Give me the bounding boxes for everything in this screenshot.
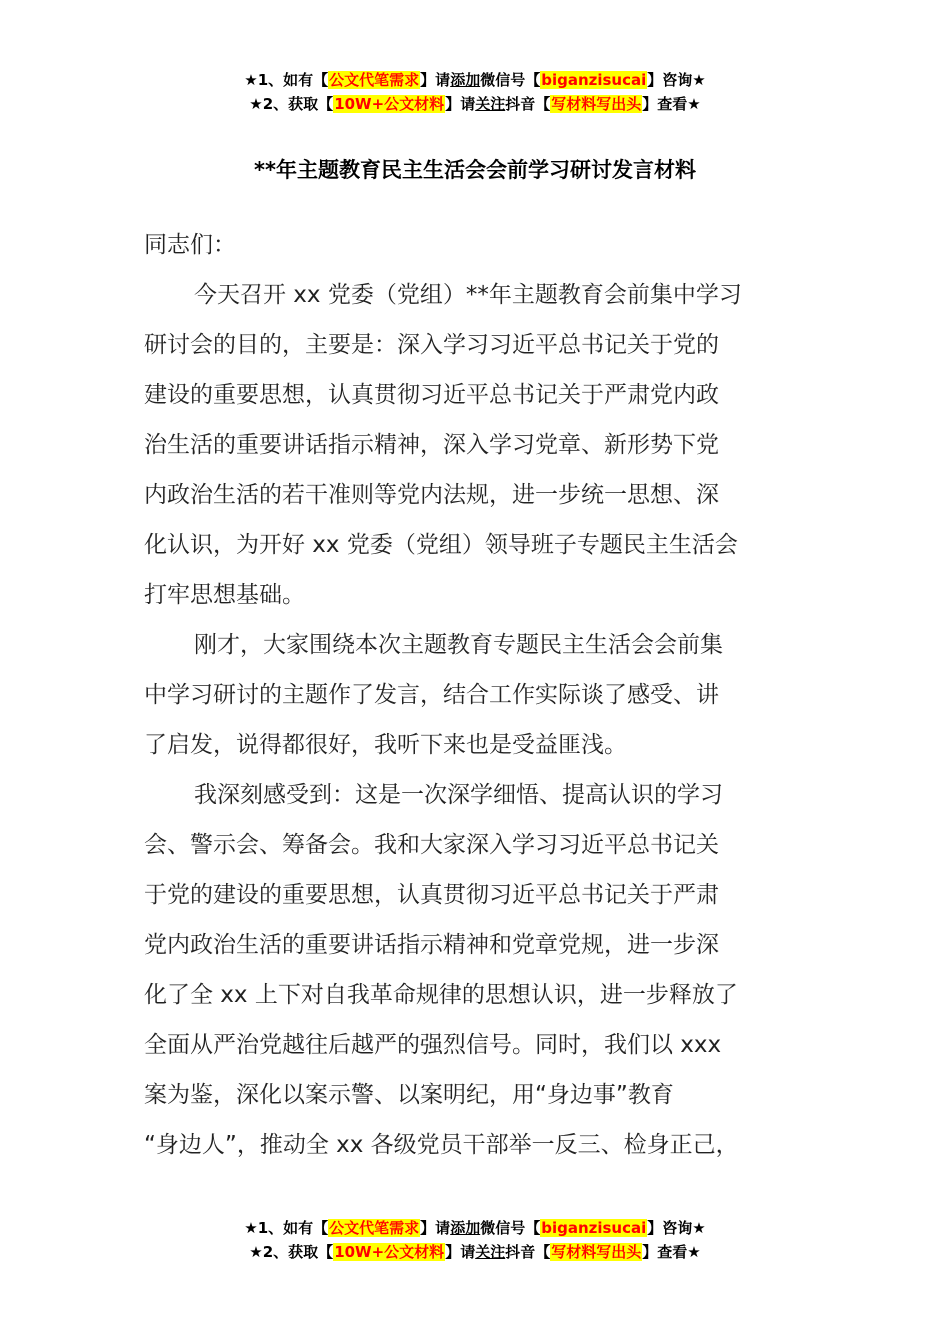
- banner-line-1: ★1、如有【公文代笔需求】请添加微信号【biganzisucai】咨询★: [244, 71, 706, 89]
- document-title: **年主题教育民主生活会会前学习研讨发言材料: [254, 158, 696, 182]
- body-line: 于党的建设的重要思想，认真贯彻习近平总书记关于严肃: [144, 882, 719, 908]
- body-line: 研讨会的目的，主要是：深入学习习近平总书记关于党的: [144, 332, 719, 358]
- body-line: 打牢思想基础。: [144, 582, 305, 608]
- body-line: 内政治生活的若干准则等党内法规，进一步统一思想、深: [144, 482, 719, 508]
- body-line: “身边人”，推动全 xx 各级党员干部举一反三、检身正己，: [144, 1132, 739, 1158]
- banner-line-2: ★2、获取【10W+公文材料】请关注抖音【写材料写出头】查看★: [249, 95, 701, 113]
- body-line: 建设的重要思想，认真贯彻习近平总书记关于严肃党内政: [144, 382, 719, 408]
- body-line: 今天召开 xx 党委（党组）**年主题教育会前集中学习: [194, 282, 742, 308]
- banner-highlight: 公文代笔需求: [329, 1219, 420, 1237]
- banner-highlight: 10W+公文材料: [334, 95, 445, 113]
- banner-line-2: ★2、获取【10W+公文材料】请关注抖音【写材料写出头】查看★: [249, 1243, 701, 1261]
- body-line: 全面从严治党越往后越严的强烈信号。同时，我们以 xxx: [144, 1032, 722, 1058]
- body-line: 我深刻感受到：这是一次深学细悟、提高认识的学习: [194, 782, 723, 808]
- banner-highlight: biganzisucai: [541, 1219, 647, 1237]
- body-line: 案为鉴，深化以案示警、以案明纪，用“身边事”教育: [144, 1082, 674, 1108]
- body-line: 了启发，说得都很好，我听下来也是受益匪浅。: [144, 732, 627, 758]
- banner-highlight: 写材料写出头: [551, 95, 642, 113]
- header-banner: [0, 68, 950, 116]
- body-line: 会、警示会、筹备会。我和大家深入学习习近平总书记关: [144, 832, 719, 858]
- body-line: 中学习研讨的主题作了发言，结合工作实际谈了感受、讲: [144, 682, 719, 708]
- banner-line-1: ★1、如有【公文代笔需求】请添加微信号【biganzisucai】咨询★: [244, 1219, 706, 1237]
- body-line: 治生活的重要讲话指示精神，深入学习党章、新形势下党: [144, 432, 719, 458]
- body-line: 刚才，大家围绕本次主题教育专题民主生活会会前集: [194, 632, 723, 658]
- banner-highlight: 10W+公文材料: [334, 1243, 445, 1261]
- body-line: 同志们：: [144, 232, 236, 258]
- footer-banner: [0, 1216, 950, 1264]
- banner-highlight: 公文代笔需求: [329, 71, 420, 89]
- banner-highlight: 写材料写出头: [551, 1243, 642, 1261]
- document-body: [144, 220, 824, 1170]
- body-line: 化认识，为开好 xx 党委（党组）领导班子专题民主生活会: [144, 532, 738, 558]
- body-line: 化了全 xx 上下对自我革命规律的思想认识，进一步释放了: [144, 982, 738, 1008]
- body-line: 党内政治生活的重要讲话指示精神和党章党规，进一步深: [144, 932, 719, 958]
- banner-highlight: biganzisucai: [541, 71, 647, 89]
